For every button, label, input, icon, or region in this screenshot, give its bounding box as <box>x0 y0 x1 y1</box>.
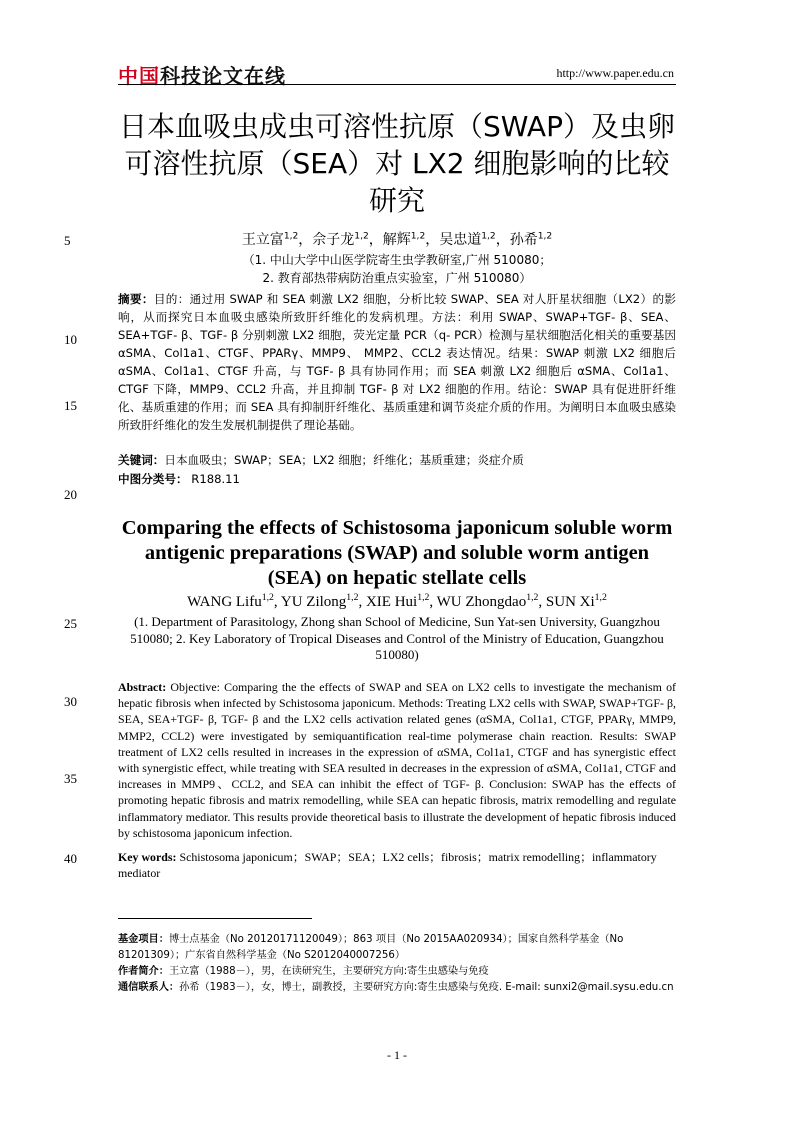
journal-logo: 中国科技论文在线 <box>118 64 286 88</box>
line-number: 30 <box>64 694 77 709</box>
line-number: 35 <box>64 771 77 786</box>
line-number: 40 <box>64 851 77 866</box>
authors-cn: 王立富$^{1,2}$，佘子龙$^{1,2}$，解辉$^{1,2}$，吴忠道$^{1,2}$，孙希$^{1,2}$ <box>241 231 553 248</box>
line-number: 15 <box>64 398 77 413</box>
abstract-cn: 摘要：目的：通过用 SWAP 和 SEA 刺激 LX2 细胞，分析比较 SWAP、SEA 对人肝星状细胞（LX2）的影响，从而探究日本血吸虫感染所致肝纤维化的发病机理。方法：利用 SWAP、SWAP+TGF- β、SEA、SEA+TGF- β、TGF- β 分别刺激 LX2 细胞，荧光定量 PCR（q- PCR）检测与星状细胞活化相关的重要基因 αSMA、Col1a1、CTGF、PPARγ、MMP9、 MMP2、CCL2 表达情况。结果：SWAP 刺激 LX2 细胞后 αSMA、Col1a1、CTGF 升高，与 TGF- β 具有协同作用；而 SEA 刺激 LX2 细胞后 αSMA、Col1a1、CTGF 下降，MMP9、CCL2 升高，并且抑制 TGF- β 对 LX2 细胞的作用。结论：SWAP 具有促进肝纤维化、基质重建的作用；而 SEA 具有抑制肝纤维化、基质重建和调节炎症介质的作用。为阐明日本血吸虫感染所致肝纤维化的发生发展机制提供了理论基础。 <box>118 292 676 432</box>
footnote-fund: 基金项目：博士点基金（No 20120171120049）；863 项目（No 2015AA020934）；国家自然科学基金（No 81201309）；广东省自然科学基金（No S2012040007256） <box>118 934 624 961</box>
title-en: Comparing the effects of Schistosoma japonicum soluble worm antigenic preparations (SWAP) and soluble worm antigen (SEA) on hepatic stellate cells <box>121 517 673 589</box>
footnote-rule <box>118 918 312 919</box>
line-number: 10 <box>64 332 77 347</box>
keywords-cn: 关键词：日本血吸虫；SWAP；SEA；LX2 细胞；纤维化；基质重建；炎症介质 <box>118 453 524 467</box>
footnote-author: 作者简介：王立富（1988－），男，在读研究生，主要研究方向:寄生虫感染与免疫 <box>118 966 489 977</box>
footnotes <box>118 932 676 996</box>
affiliation-cn-2: 2. 教育部热带病防治重点实验室，广州 510080） <box>262 271 532 285</box>
footnote-contact: 通信联系人：孙希（1983－），女，博士，副教授，主要研究方向:寄生虫感染与免疫. E-mail: sunxi2@mail.sysu.edu.cn <box>118 982 674 993</box>
classification-cn: 中图分类号： R188.11 <box>118 472 240 486</box>
title-cn: 日本血吸虫成虫可溶性抗原（SWAP）及虫卵可溶性抗原（SEA）对 LX2 细胞影响的比较研究 <box>119 110 675 217</box>
page-number: - 1 - <box>387 1048 407 1062</box>
line-number: 20 <box>64 487 77 502</box>
abstract-en: Abstract: Objective: Comparing the the effects of SWAP and SEA on LX2 cells to investigate the mechanism of hepatic fibrosis when infected by Schistosoma japonicum. Methods: Treating LX2 cells with SWAP, SWAP+TGF- β, SEA, SEA+TGF- β, TGF- β and the LX2 cells activation related genes (αSMA, Col1a1, CTGF, PPARγ, MMP9, MMP2, CCL2) were investigated by semiquantification real-time polymerase chain reaction. Results: SWAP treatment of LX2 cells resulted in increases in the expression of αSMA, Col1a1, CTGF and has synergistic effect with synergistic effect, while treating with SEA resulted in decreases in the expression of αSMA, Col1a1, CTGF and increases in MMP9、CCL2, and SEA can inhibit the effect of TGF- β. Conclusion: SWAP has the effects of promoting hepatic fibrosis and matrix remodelling, while SEA can hepatic fibrosis, matrix remodelling and regulate inflammatory mediator. This results provide theoretical basis to illustrate the development of hepatic fibrosis induced by schistosoma japonicum infection. <box>118 680 676 840</box>
authors-en: WANG Lifu$^{1,2}$, YU Zilong$^{1,2}$, XIE Hui$^{1,2}$, WU Zhongdao$^{1,2}$, SUN Xi$^{1,2}$ <box>187 592 607 610</box>
journal-url[interactable]: http://www.paper.edu.cn <box>556 66 674 80</box>
affiliations-en: (1. Department of Parasitology, Zhong shan School of Medicine, Sun Yat-sen University, Guangzhou 510080; 2. Key Laboratory of Tropical Diseases and Control of the Ministry of Education, Guangzhou 510080) <box>130 614 664 662</box>
header-rule <box>118 84 676 85</box>
affiliation-cn-1: （1. 中山大学中山医学院寄生虫学教研室,广州 510080； <box>242 253 552 267</box>
keywords-en: Key words: Schistosoma japonicum；SWAP；SEA；LX2 cells；fibrosis；matrix remodelling；inflammatory mediator <box>118 850 657 881</box>
line-number: 25 <box>64 616 77 631</box>
line-number: 5 <box>64 233 71 248</box>
